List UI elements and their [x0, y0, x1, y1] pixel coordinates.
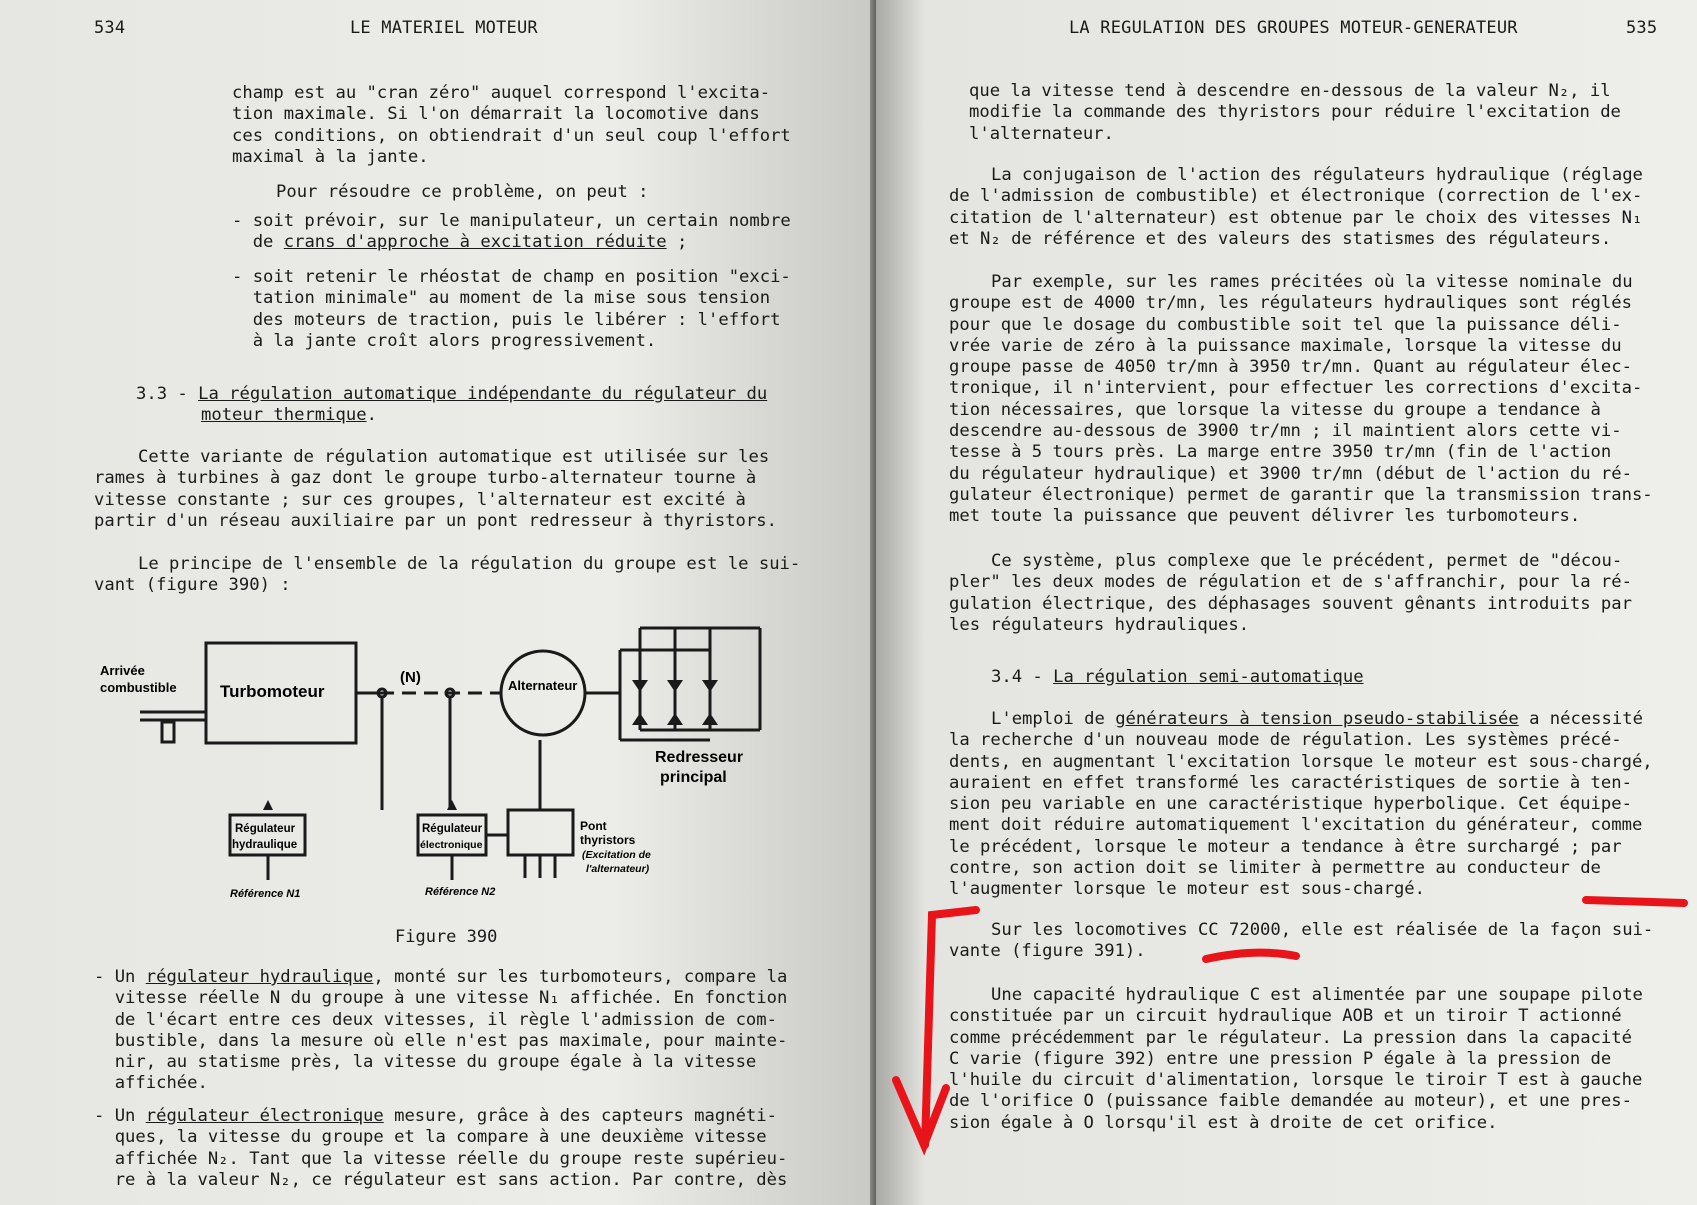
paragraph: Cette variante de régulation automatique est utilisée sur les rames à turbines à gaz dont le groupe turbo-alternateur tourne à vitesse constante ; sur ces groupes, l'alternateur est excité à partir d'un réseau auxiliaire par un pont redresseur à thyristors.	[94, 447, 777, 531]
label-alternateur-paren: l'alternateur)	[586, 863, 650, 875]
page-number: 535	[1626, 18, 1658, 38]
label-pont: Pont	[580, 819, 607, 833]
label-arrivee: Arrivée	[100, 663, 145, 678]
list-item-electronique: - Un régulateur électronique mesure, grâce à des capteurs magnéti- ques, la vitesse du groupe et la compare à une deuxième vitesse affichée N₂. Tant que la vitesse réelle du groupe reste supérieu- re à la valeur N₂, ce régulateur est sans action. Par contre, dès	[94, 1106, 788, 1190]
running-head: LA REGULATION DES GROUPES MOTEUR-GENERATEUR	[1069, 18, 1518, 38]
list-item-hydraulique: - Un régulateur hydraulique, monté sur les turbomoteurs, compare la vitesse réelle N du groupe à une vitesse N₁ affichée. En fonction de l'écart entre ces deux vitesses, il règle l'admission de com- bustible, dans la mesure où elle n'est pas maximale, pour mainte- nir, au statisme près, la vitesse du groupe égale à la vitesse affichée.	[94, 967, 788, 1094]
pont-thyristors-box	[508, 810, 573, 855]
label-ref-n1: Référence N1	[230, 888, 301, 900]
bullet-item: - soit retenir le rhéostat de champ en position "exci- tation minimale" au moment de la mise sous tension des moteurs de traction, puis le libérer : l'effort à la jante croît alors progressivement.	[232, 267, 791, 351]
paragraph: Pour résoudre ce problème, on peut :	[276, 182, 649, 202]
paragraph: Ce système, plus complexe que le précédent, permet de "décou- pler" les deux modes de régulation et de s'affranchir, pour la ré- gulation électrique, des déphasages souvent gênants introduits par les régulateurs hydrauliques.	[949, 551, 1632, 635]
section-heading: 3.4 - La régulation semi-automatique	[991, 667, 1364, 687]
paragraph: Par exemple, sur les rames précitées où la vitesse nominale du groupe est de 4000 tr/mn, les régulateurs hydrauliques sont réglés pour que le dosage du combustible soit tel que la puissance déli- vrée varie de zéro à la puissance maximale, lorsque la vitesse du groupe passe de 4050 tr/mn à 3950 tr/mn. Quant au régulateur élec- tronique, il n'intervient, pour effectuer les corrections d'excita- tion nécessaires, que lorsque la vitesse du groupe a tendance à descendre au-dessous de 3900 tr/mn ; il maintient alors cette vi- tesse à 5 tours près. La marge entre 3950 tr/mn (fin de l'action du régulateur hydraulique) et 3900 tr/mn (début de l'action du ré- gulateur électronique) permet de garantir que la transmission trans- met toute la puissance que peuvent délivrer les turbomoteurs.	[949, 272, 1653, 527]
red-bracket-arrow	[925, 910, 976, 1145]
paragraph: Le principe de l'ensemble de la régulation du groupe est le sui- vant (figure 390) :	[94, 554, 801, 596]
label-n: (N)	[400, 669, 421, 686]
paragraph: Une capacité hydraulique C est alimentée par une soupape pilote constituée par un circuit hydraulique AOB et un tiroir T actionné comme précédemment par le régulateur. La pression dans la capacité C varie (figure 392) entre une pression P égale à la pression de l'huile du circuit d'alimentation, lorsque le tiroir T est à gauche de l'orifice O (puissance faible demandée au moteur), et une pres- sion égale à O lorsqu'il est à droite de cet orifice.	[949, 985, 1643, 1133]
red-pen-annotations	[876, 0, 1697, 1205]
label-reg-hyd-1: Régulateur	[235, 823, 296, 835]
label-combustible: combustible	[100, 680, 177, 695]
red-underline-cc72000	[1206, 953, 1296, 959]
running-head: LE MATERIEL MOTEUR	[350, 18, 538, 38]
paragraph: Sur les locomotives CC 72000, elle est réalisée de la façon sui- vante (figure 391).	[949, 920, 1654, 962]
section-heading: 3.3 - La régulation automatique indépendante du régulateur du moteur thermique.	[136, 384, 768, 426]
label-reg-elec-1: Régulateur	[422, 823, 483, 835]
label-reg-hyd-2: hydraulique	[232, 839, 298, 851]
paragraph: L'emploi de générateurs à tension pseudo-stabilisée a nécessité la recherche d'un nouveau mode de régulation. Les systèmes précé- dents, en augmentant l'excitation lorsque le moteur est sous-chargé, auraient en effet transformé les caractéristiques de sortie à ten- sion peu variable en une caractéristique hyperbolique. Cet équipe- ment doit réduire automatiquement l'excitation du générateur, comme le précédent, lorsque le moteur a tendance à être surchargé ; par contre, son action doit se limiter à permettre au conducteur de l'augmenter lorsque le moteur est sous-chargé.	[949, 709, 1653, 900]
paragraph: champ est au "cran zéro" auquel correspond l'excita- tion maximale. Si l'on démarrait la locomotive dans ces conditions, on obtiendrait d'un seul coup l'effort maximal à la jante.	[232, 83, 791, 167]
label-alternateur: Alternateur	[508, 678, 578, 693]
label-turbomoteur: Turbomoteur	[220, 682, 325, 701]
paragraph: que la vitesse tend à descendre en-dessous de la valeur N₂, il modifie la commande des thyristors pour réduire l'excitation de l'alternateur.	[969, 81, 1621, 144]
label-redresseur: Redresseur	[655, 749, 744, 766]
label-ref-n2: Référence N2	[425, 886, 496, 898]
red-arrowhead	[896, 1080, 946, 1145]
label-principal: principal	[660, 769, 727, 786]
figure-390-diagram	[100, 610, 820, 910]
bullet-item: - soit prévoir, sur le manipulateur, un certain nombre de crans d'approche à excitation réduite ;	[232, 211, 791, 253]
label-thyristors: thyristors	[580, 833, 636, 847]
label-excitation: (Excitation de	[582, 849, 651, 861]
alternateur-circle	[501, 651, 585, 735]
figure-caption: Figure 390	[395, 927, 498, 947]
page-number: 534	[94, 18, 126, 38]
red-margin-mark	[1586, 900, 1684, 903]
paragraph: La conjugaison de l'action des régulateurs hydraulique (réglage de l'admission de combustible) et électronique (correction de l'ex- citation de l'alternateur) est obtenue par le choix des vitesses N₁ et N₂ de référence et des valeurs des statismes des régulateurs.	[949, 165, 1643, 249]
right-page	[876, 0, 1697, 1205]
label-reg-elec-2: électronique	[420, 839, 483, 851]
